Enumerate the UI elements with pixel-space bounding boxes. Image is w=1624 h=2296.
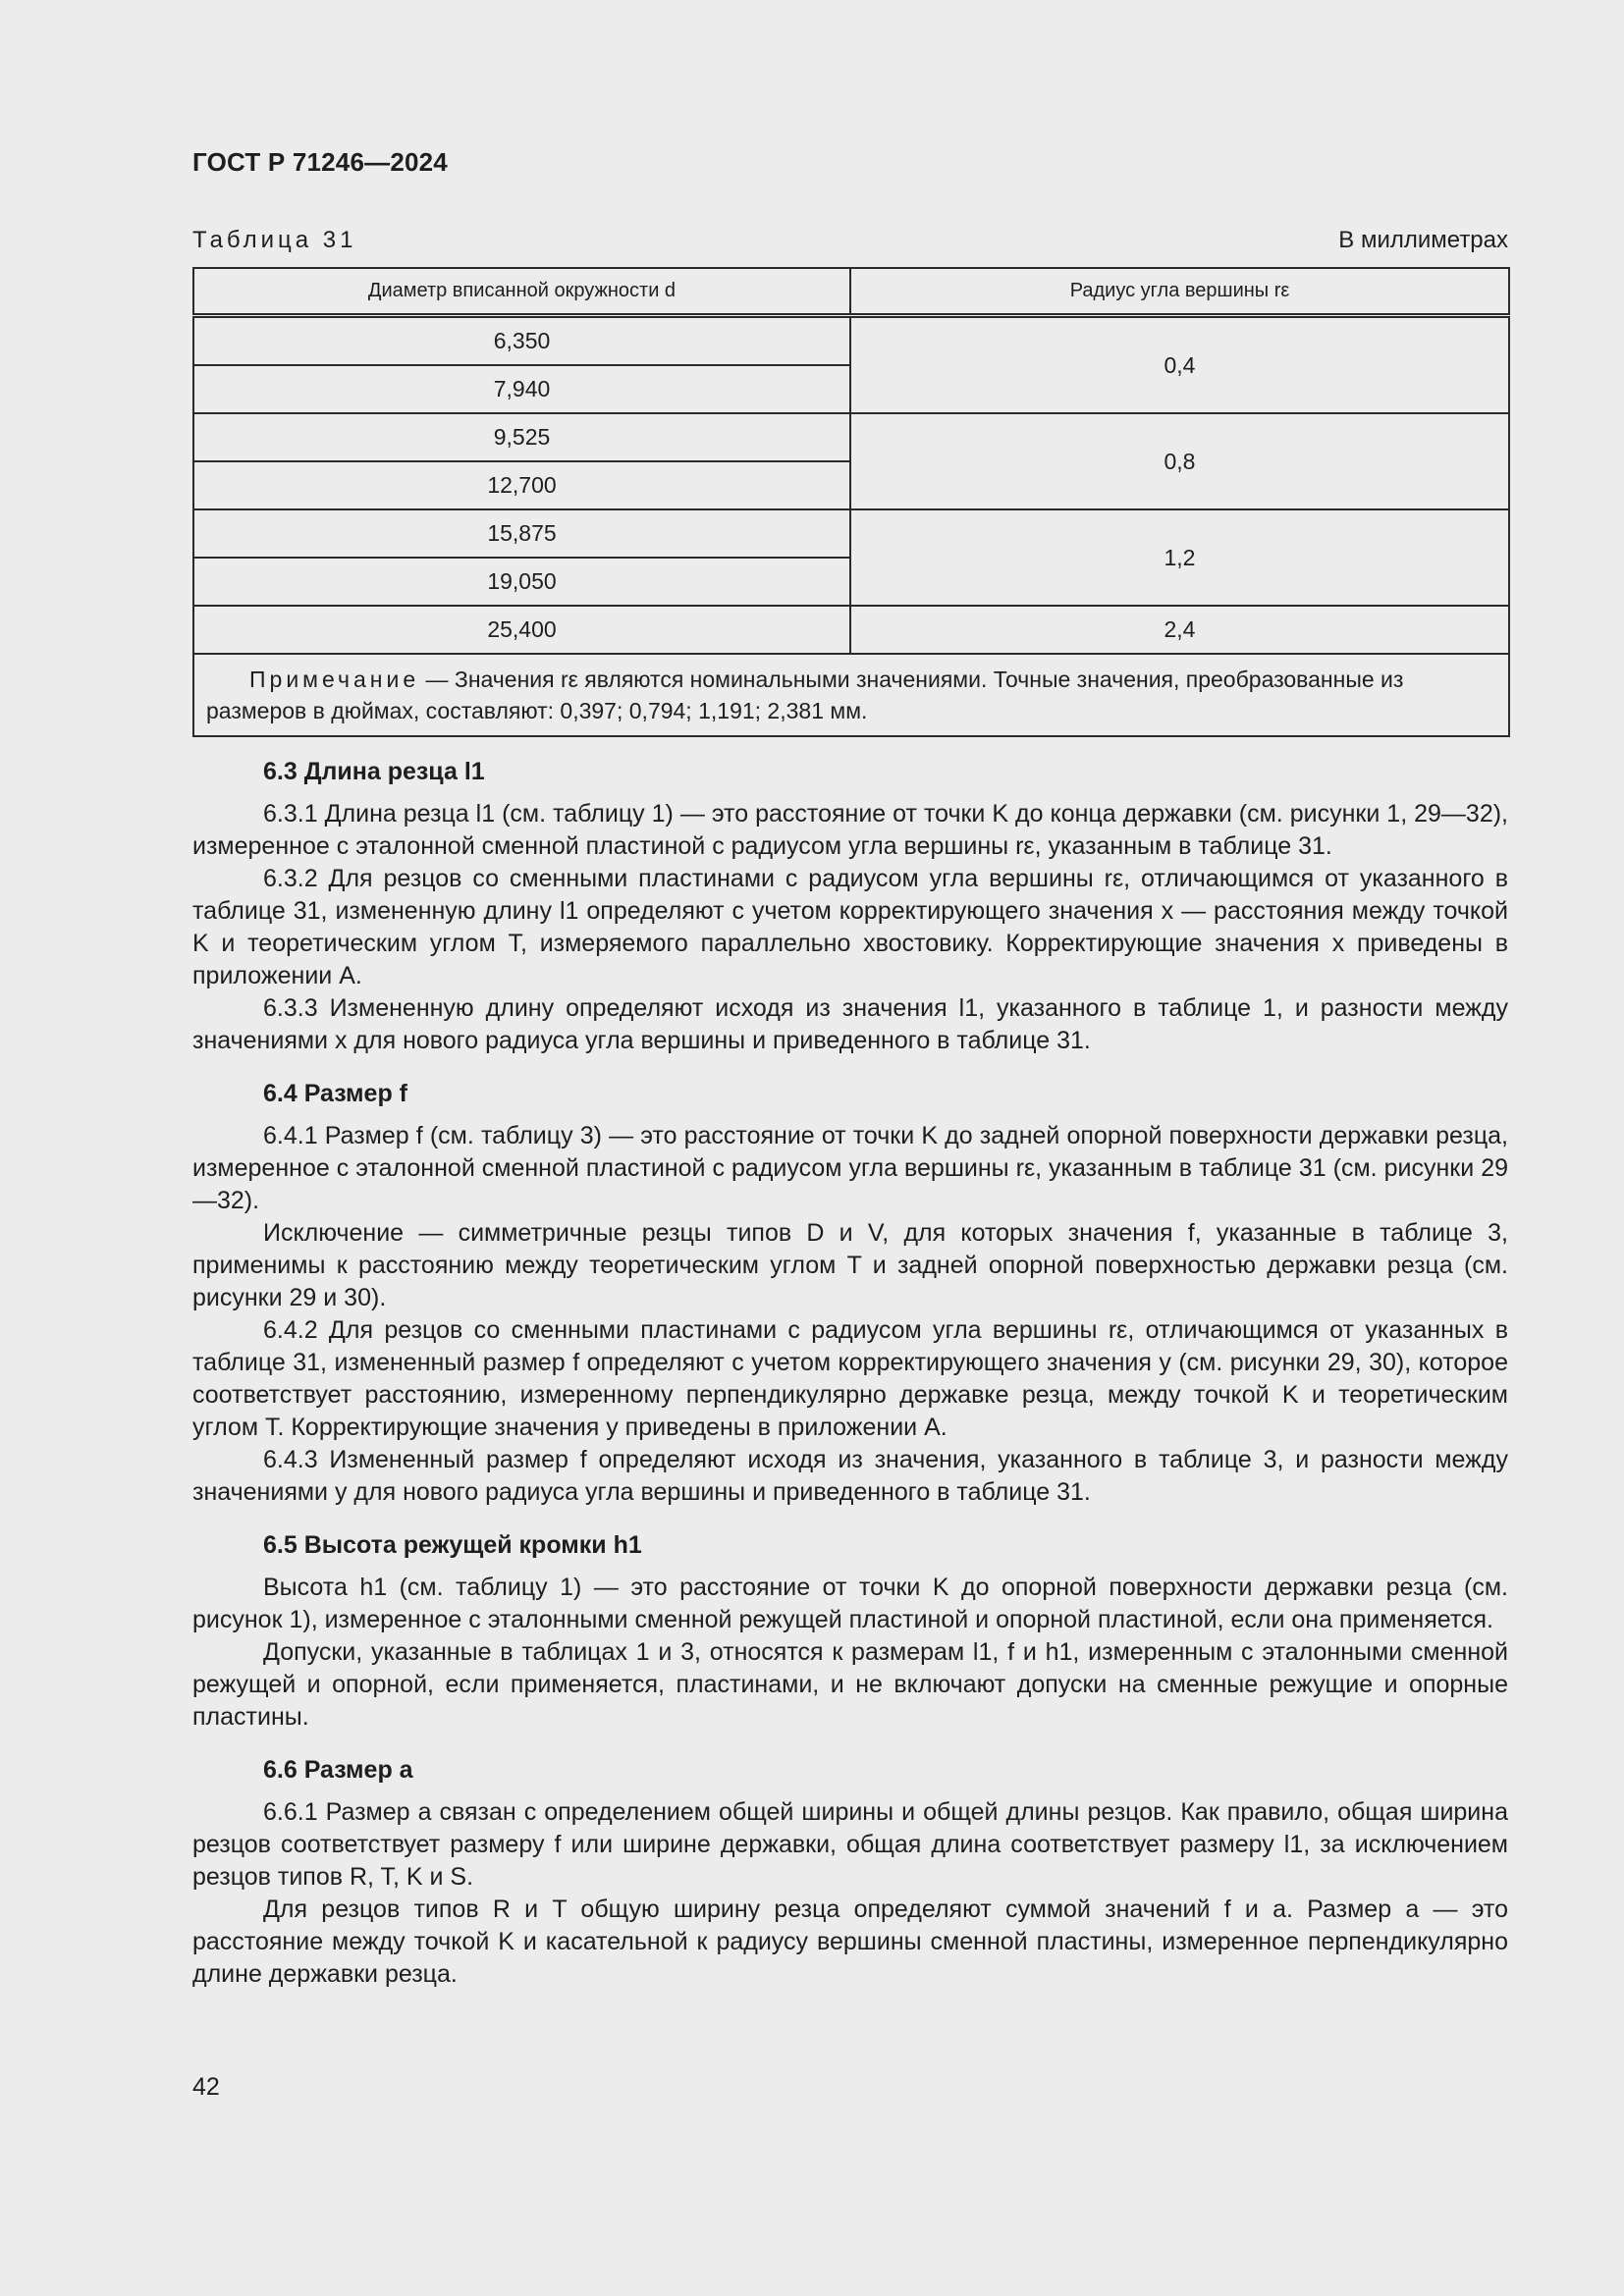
column-header-diameter: Диаметр вписанной окружности d	[193, 268, 850, 316]
diameter-cell: 12,700	[193, 461, 850, 509]
table-caption: Таблица 31	[192, 227, 357, 253]
paragraph: 6.6.1 Размер a связан с определением общей ширины и общей длины резцов. Как правило, общая ширина резцов соответствует размеру f или ширине державки, общая длина соответствует размеру l1, за исключением резцов типов R, T, K и S.	[192, 1798, 1508, 1891]
paragraph: Для резцов типов R и T общую ширину резца определяют суммой значений f и a. Размер a — это расстояние между точкой K и касательной к радиусу вершины сменной пластины, измеренное перпендикулярно длине державки резца.	[192, 1896, 1508, 1988]
paragraph: 6.3.2 Для резцов со сменными пластинами с радиусом угла вершины rε, отличающимся от указанного в таблице 31, измененную длину l1 определяют с учетом корректирующего значения x — расстояния между точкой K и теоретическим углом T, измеряемого параллельно хвостовику. Корректирующие значения x приведены в приложении А.	[192, 865, 1508, 989]
radius-cell: 0,8	[850, 413, 1509, 509]
table-31	[192, 267, 1510, 737]
diameter-cell: 19,050	[193, 558, 850, 606]
section-heading: 6.6 Размер a	[263, 1756, 413, 1784]
page-number: 42	[192, 2073, 220, 2101]
radius-cell: 1,2	[850, 509, 1509, 606]
table-note-row	[193, 654, 1509, 736]
diameter-cell: 7,940	[193, 365, 850, 413]
diameter-cell: 15,875	[193, 509, 850, 558]
table-row	[193, 606, 1509, 654]
document-body	[192, 756, 1508, 1991]
paragraph: 6.4.2 Для резцов со сменными пластинами с радиусом угла вершины rε, отличающимся от указанных в таблице 31, измененный размер f определяют с учетом корректирующего значения y (см. рисунки 29, 30), которое соответствует расстоянию, измеренному перпендикулярно державке резца, между точкой K и теоретическим углом T. Корректирующие значения y приведены в приложении А.	[192, 1316, 1508, 1441]
paragraph: 6.4.3 Измененный размер f определяют исходя из значения, указанного в таблице 3, и разности между значениями y для нового радиуса угла вершины и приведенного в таблице 31.	[192, 1446, 1508, 1506]
note-text: — Значения rε являются номинальными значениями. Точные значения, преобразованные из размеров в дюймах, составляют: 0,397; 0,794; 1,191; 2,381 мм.	[206, 667, 1404, 723]
section-heading: 6.5 Высота режущей кромки h1	[263, 1531, 642, 1559]
table-units: В миллиметрах	[1338, 227, 1508, 253]
table-row	[193, 509, 1509, 558]
radius-cell: 2,4	[850, 606, 1509, 654]
section-heading: 6.4 Размер f	[263, 1080, 407, 1107]
diameter-cell: 25,400	[193, 606, 850, 654]
paragraph: Исключение — симметричные резцы типов D и V, для которых значения f, указанные в таблице 3, применимы к расстоянию между теоретическим углом T и задней опорной поверхностью державки резца (см. рисунки 29 и 30).	[192, 1219, 1508, 1311]
diameter-cell: 9,525	[193, 413, 850, 461]
column-header-radius: Радиус угла вершины rε	[850, 268, 1509, 316]
table-row	[193, 413, 1509, 461]
paragraph: 6.3.1 Длина резца l1 (см. таблицу 1) — это расстояние от точки K до конца державки (см. рисунки 1, 29—32), измеренное с эталонной сменной пластиной с радиусом угла вершины rε, указанным в таблице 31.	[192, 800, 1508, 860]
paragraph: Допуски, указанные в таблицах 1 и 3, относятся к размерам l1, f и h1, измеренным с эталонными сменной режущей и опорной, если применяется, пластинами, и не включают допуски на сменные режущие и опорные пластины.	[192, 1638, 1508, 1731]
paragraph: 6.3.3 Измененную длину определяют исходя из значения l1, указанного в таблице 1, и разности между значениями x для нового радиуса угла вершины и приведенного в таблице 31.	[192, 994, 1508, 1054]
table-header-row	[193, 268, 1509, 316]
radius-cell: 0,4	[850, 316, 1509, 414]
table-note	[193, 654, 1509, 736]
table-row	[193, 316, 1509, 366]
section-heading: 6.3 Длина резца l1	[263, 758, 485, 785]
note-label: Примечание	[249, 667, 420, 692]
table-caption-row	[192, 227, 1508, 254]
paragraph: 6.4.1 Размер f (см. таблицу 3) — это расстояние от точки K до задней опорной поверхности державки резца, измеренное с эталонной сменной пластиной с радиусом угла вершины rε, указанным в таблице 31 (см. рисунки 29—32).	[192, 1122, 1508, 1214]
document-header: ГОСТ Р 71246—2024	[192, 147, 448, 177]
diameter-cell: 6,350	[193, 316, 850, 366]
paragraph: Высота h1 (см. таблицу 1) — это расстояние от точки K до опорной поверхности державки резца (см. рисунок 1), измеренное с эталонными сменной режущей пластиной и опорной пластиной, если она применяется.	[192, 1574, 1508, 1633]
